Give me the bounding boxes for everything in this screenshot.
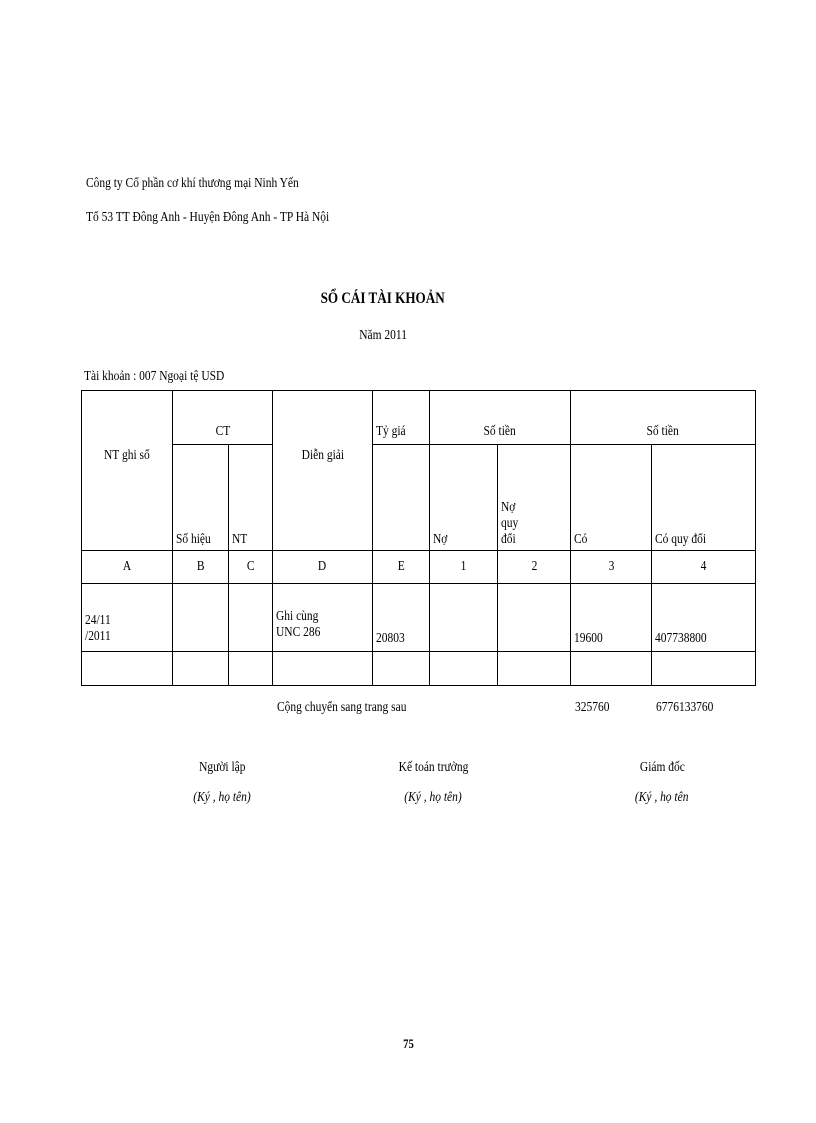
company-address: Tổ 53 TT Đông Anh - Huyện Đông Anh - TP Hà Nội xyxy=(86,210,330,225)
carry-forward-co: 325760 xyxy=(575,700,610,715)
header-so-hieu: Số hiệu xyxy=(173,445,229,551)
header-nt: NT xyxy=(229,445,273,551)
row-so-hieu xyxy=(173,584,229,652)
code-cell: 3 xyxy=(571,551,652,584)
code-cell: 1 xyxy=(430,551,498,584)
row-co-quy-doi: 407738800 xyxy=(652,584,756,652)
signature-preparer-note: (Ký , họ tên) xyxy=(193,790,251,805)
page-title: SỔ CÁI TÀI KHOẢN xyxy=(320,290,446,307)
code-cell: E xyxy=(373,551,430,584)
carry-forward-co-quy-doi: 6776133760 xyxy=(656,700,714,715)
header-no: Nợ xyxy=(430,445,498,551)
row-no-quy-doi xyxy=(498,584,571,652)
signature-director-title: Giám đốc xyxy=(639,760,685,775)
header-co: Có xyxy=(571,445,652,551)
header-nt-ghi-so: NT ghi sổ xyxy=(82,391,173,551)
code-cell: C xyxy=(229,551,273,584)
code-row xyxy=(82,551,756,584)
code-cell: D xyxy=(273,551,373,584)
table-row xyxy=(82,584,756,652)
row-co: 19600 xyxy=(571,584,652,652)
header-ty-gia-empty xyxy=(373,445,430,551)
code-cell: A xyxy=(82,551,173,584)
header-no-quy-doi: Nợ quy đổi xyxy=(498,445,571,551)
header-ct: CT xyxy=(173,391,273,445)
row-rate: 20803 xyxy=(373,584,430,652)
code-cell: 4 xyxy=(652,551,756,584)
table-row-empty xyxy=(82,652,756,686)
row-no xyxy=(430,584,498,652)
header-so-tien-co: Số tiền xyxy=(571,391,756,445)
signature-chief-accountant-title: Kế toán trưởng xyxy=(398,760,468,775)
code-cell: B xyxy=(173,551,229,584)
header-dien-giai: Diễn giải xyxy=(273,391,373,551)
account-label: Tài khoản : 007 Ngoại tệ USD xyxy=(84,369,225,384)
header-co-quy-doi: Có quy đổi xyxy=(652,445,756,551)
signature-chief-accountant-note: (Ký , họ tên) xyxy=(404,790,462,805)
header-so-tien-no: Số tiền xyxy=(430,391,571,445)
signature-director-note: (Ký , họ tên xyxy=(635,790,689,805)
code-cell: 2 xyxy=(498,551,571,584)
row-date: 24/11 /2011 xyxy=(82,584,173,652)
company-name: Công ty Cổ phần cơ khí thương mại Ninh Yến xyxy=(86,176,299,191)
row-description: Ghi cùng UNC 286 xyxy=(273,584,373,652)
header-ty-gia: Tỷ giá xyxy=(373,391,430,445)
page-number: 75 xyxy=(402,1036,414,1051)
row-nt xyxy=(229,584,273,652)
carry-forward-label: Cộng chuyển sang trang sau xyxy=(277,700,407,715)
ledger-table xyxy=(81,390,756,686)
year-label: Năm 2011 xyxy=(359,328,407,343)
signature-preparer-title: Người lập xyxy=(198,760,246,775)
